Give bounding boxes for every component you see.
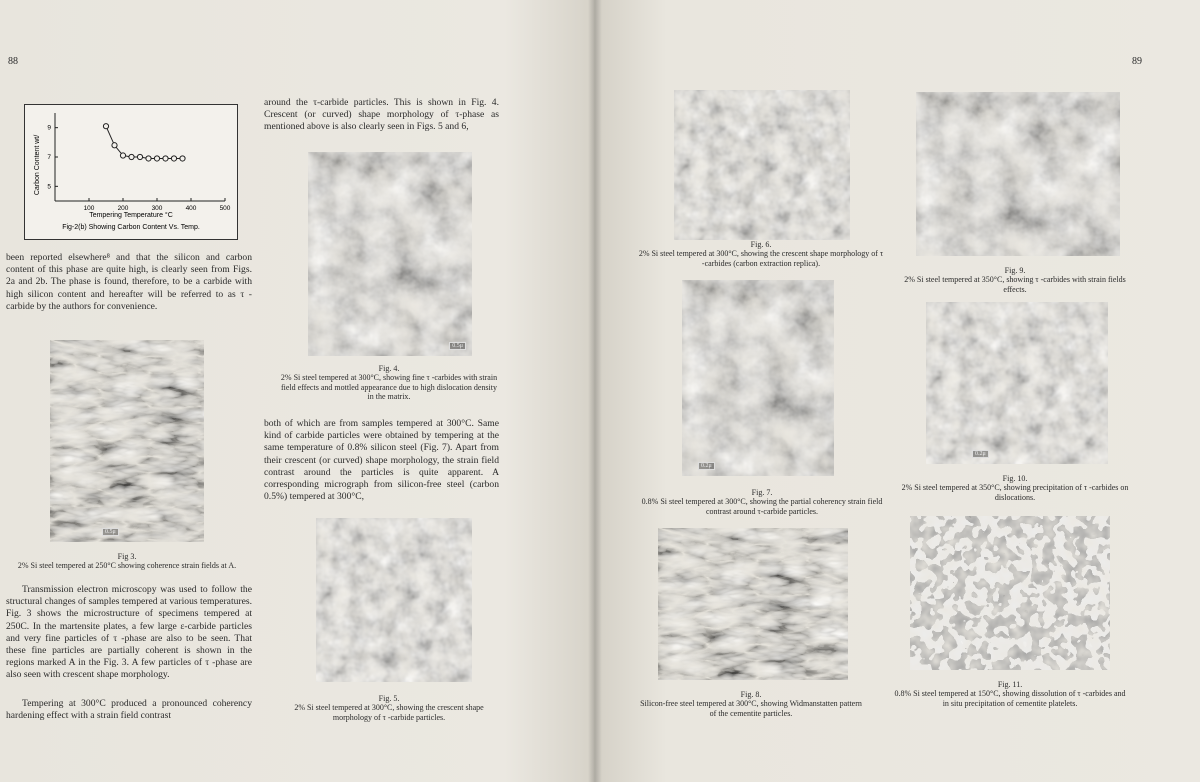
micrograph-fig11 [910, 516, 1110, 670]
y-tick-label: 9 [47, 124, 51, 132]
x-tick-label: 200 [117, 205, 129, 212]
figure-label: Fig. 9. [1004, 266, 1026, 275]
y-tick-label: 5 [47, 183, 51, 191]
x-tick-label: 300 [151, 205, 163, 212]
figure-caption [280, 364, 498, 402]
figure-caption [638, 240, 884, 268]
caption-text: 2% Si steel tempered at 300°C, showing the crescent shape morphology of τ -carbide particles. [294, 703, 484, 722]
figure-label: Fig. 4. [378, 364, 400, 373]
data-point [146, 156, 151, 161]
micrograph-fig8 [658, 528, 848, 680]
figure-label: Fig. 10. [1002, 474, 1028, 483]
y-axis-label: Carbon Content wt/ [34, 134, 41, 196]
page-number: 88 [8, 56, 18, 67]
caption-text: 0.8% Si steel tempered at 300°C, showing the partial coherency strain field contrast around τ-carbide particles. [641, 497, 883, 516]
figure-caption [638, 690, 864, 718]
micrograph-fig4: 0.5μ [308, 152, 472, 356]
micrograph-fig6 [674, 90, 850, 240]
figure-caption [894, 680, 1126, 708]
caption-text: Silicon-free steel tempered at 300°C, showing Widmanstatten pattern of the cementite particles. [640, 699, 862, 718]
data-point [154, 156, 159, 161]
caption-text: 2% Si steel tempered at 300°C, showing fine τ -carbides with strain field effects and mottled appearance due to high dislocation density in the matrix. [280, 373, 498, 402]
chart-caption: Fig-2(b) Showing Carbon Content Vs. Temp. [62, 224, 200, 231]
book-gutter [588, 0, 602, 782]
paragraph: around the τ-carbide particles. This is shown in Fig. 4. Crescent (or curved) shape morphology of τ-phase as mentioned above is also clearly seen in Figs. 5 and 6, [264, 97, 499, 133]
data-point [120, 153, 125, 158]
figure-label: Fig 3. [117, 552, 137, 561]
data-point [103, 124, 108, 129]
caption-text: 2% Si steel tempered at 350°C, showing τ -carbides with strain fields effects. [904, 275, 1126, 294]
figure-label: Fig. 5. [378, 694, 400, 703]
caption-text: 2% Si steel tempered at 300°C, showing the crescent shape morphology of τ -carbides (carbon extraction replica). [638, 249, 884, 268]
figure-caption [900, 474, 1130, 502]
page-number: 89 [1132, 56, 1142, 67]
micrograph-fig7: 0.2μ [682, 280, 834, 476]
series-line [106, 126, 183, 158]
chart-plot [25, 105, 237, 239]
x-tick-label: 100 [83, 205, 95, 212]
micrograph-fig5 [316, 518, 472, 682]
figure-label: Fig. 11. [997, 680, 1023, 689]
micrograph-fig10: 0.2μ [926, 302, 1108, 464]
micrograph-fig3: 0.5μ [50, 340, 204, 542]
y-tick-label: 7 [47, 154, 51, 161]
micrograph-fig9 [916, 92, 1120, 256]
data-point [163, 156, 168, 161]
figure-caption [902, 266, 1128, 294]
figure-label: Fig. 7. [751, 488, 773, 497]
caption-text: 0.8% Si steel tempered at 150°C, showing dissolution of τ -carbides and in situ precipitation of cementite platelets. [894, 689, 1126, 708]
left-page [0, 0, 594, 782]
figure-caption [16, 552, 238, 571]
paragraph: both of which are from samples tempered at 300°C. Same kind of carbide particles were obtained by tempering at the same temperature of 0.8% silicon steel (Fig. 7). Apart from their crescent (or curved) shape morphology, the strain field contrast around the particles is quite apparent. A corresponding micrograph from silicon-free steel (carbon 0.5%) tempered at 300°C, [264, 418, 499, 503]
data-point [129, 154, 134, 159]
caption-text: 2% Si steel tempered at 250°C showing coherence strain fields at A. [17, 561, 237, 571]
paragraph: been reported elsewhere⁸ and that the silicon and carbon content of this phase are quite high, is clearly seen from Figs. 2a and 2b. The phase is found, therefore, to be a carbide with high silicon content and hereafter will be referred to as τ -carbide by the authors for convenience. [6, 252, 252, 312]
data-point [137, 154, 142, 159]
figure-caption [276, 694, 502, 722]
paragraph: Transmission electron microscopy was used to follow the structural changes of samples tempered at various temperatures. Fig. 3 shows the microstructure of specimens tempered at 250C. In the martensite plates, a few large ε-carbide particles and very fine particles of τ -phase are also to be seen. That these fine particles are partially coherent is shown in the regions marked A in the Fig. 3. A few particles of τ -phase are also seen with crescent shape morphology. [6, 584, 252, 681]
data-point [112, 143, 117, 148]
figure-label: Fig. 8. [740, 690, 762, 699]
caption-text: 2% Si steel tempered at 350°C, showing precipitation of τ -carbides on dislocations. [901, 483, 1129, 502]
data-point [171, 156, 176, 161]
x-tick-label: 500 [219, 205, 231, 212]
x-tick-label: 400 [185, 205, 197, 212]
paragraph: Tempering at 300°C produced a pronounced coherency hardening effect with a strain field contrast [6, 698, 252, 722]
right-page [594, 0, 1200, 782]
x-axis-label: Tempering Temperature °C [89, 212, 173, 219]
data-point [180, 156, 185, 161]
figure-label: Fig. 6. [750, 240, 772, 249]
carbon-content-chart [24, 104, 238, 240]
figure-caption [634, 488, 890, 516]
